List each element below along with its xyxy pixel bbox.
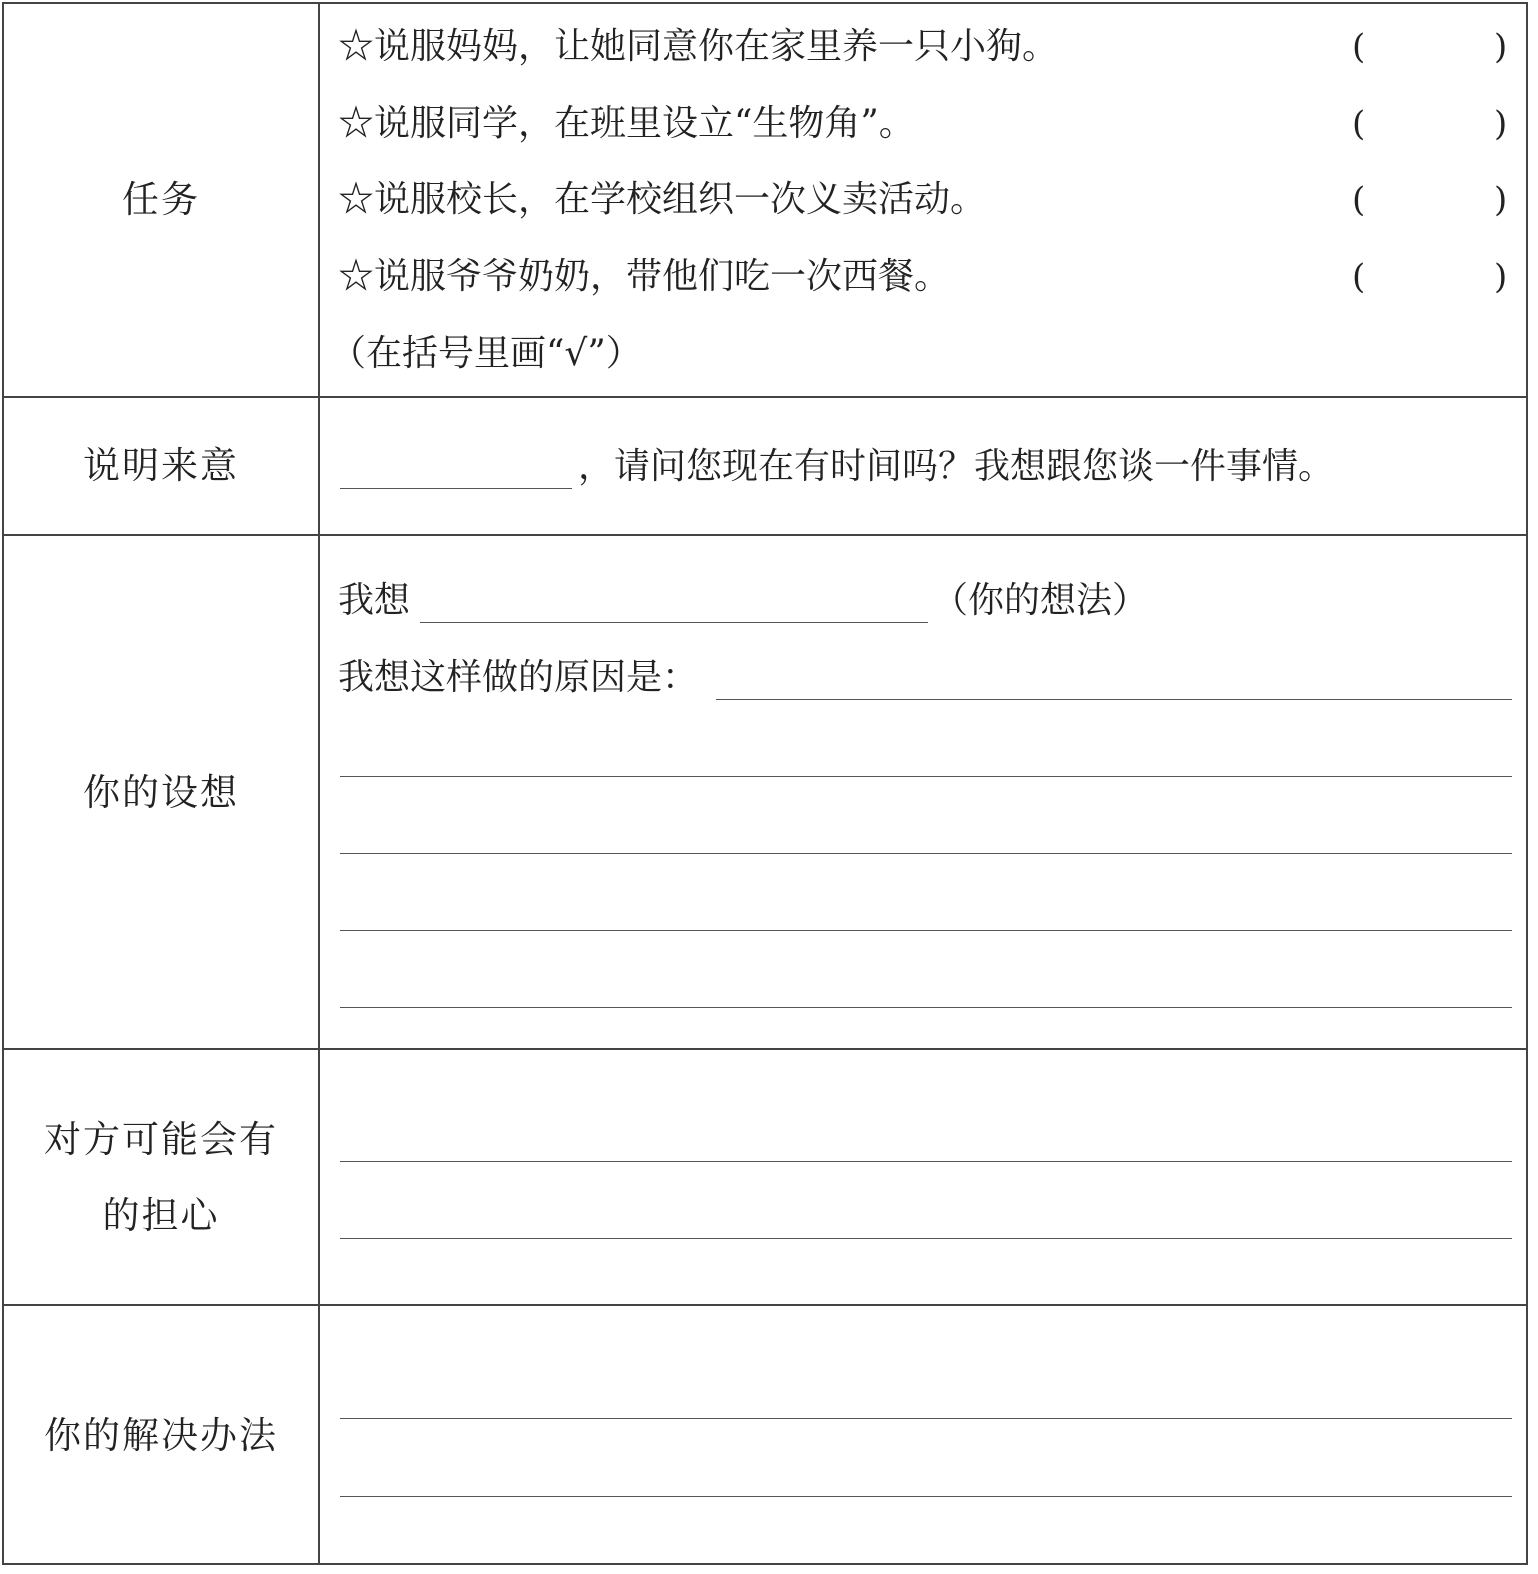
row-divider: [2, 1048, 1528, 1050]
task-option-2: ☆说服同学，在班里设立“生物角”。: [338, 103, 915, 144]
idea-prefix: 我想: [338, 580, 411, 621]
column-divider: [318, 2, 320, 1565]
task-option-4-open-paren: (: [1352, 257, 1366, 297]
writing-line[interactable]: [340, 930, 1512, 931]
idea-suffix: （你的想法）: [932, 580, 1149, 621]
writing-line[interactable]: [340, 1418, 1512, 1419]
purpose-sentence: ，请问您现在有时间吗？我想跟您谈一件事情。: [578, 446, 1335, 487]
row-divider: [2, 396, 1528, 398]
writing-line[interactable]: [340, 1161, 1512, 1162]
row-divider: [2, 534, 1528, 536]
concern-label-line2: 的担心: [102, 1194, 220, 1237]
task-option-4-close-paren: ): [1494, 257, 1508, 297]
reason-prompt: 我想这样做的原因是：: [338, 657, 699, 698]
task-option-2-close-paren: ): [1494, 104, 1508, 144]
row-divider: [2, 1304, 1528, 1306]
writing-line[interactable]: [340, 1007, 1512, 1008]
idea-blank-line[interactable]: [420, 622, 928, 623]
task-option-1-open-paren: (: [1352, 27, 1366, 67]
writing-line[interactable]: [340, 1238, 1512, 1239]
task-option-3-open-paren: (: [1352, 180, 1366, 220]
solution-label: 你的解决办法: [44, 1414, 278, 1457]
writing-line[interactable]: [340, 1496, 1512, 1497]
concern-label-line1: 对方可能会有: [44, 1118, 278, 1161]
purpose-blank-line[interactable]: [340, 488, 572, 489]
task-option-3: ☆说服校长，在学校组织一次义卖活动。: [338, 179, 987, 220]
task-option-1: ☆说服妈妈，让她同意你在家里养一只小狗。: [338, 26, 1059, 67]
task-option-3-close-paren: ): [1494, 180, 1508, 220]
task-option-4: ☆说服爷爷奶奶，带他们吃一次西餐。: [338, 256, 951, 297]
reason-blank-line[interactable]: [716, 699, 1512, 700]
writing-line[interactable]: [340, 776, 1512, 777]
task-instruction: （在括号里画“√”）: [330, 333, 642, 374]
idea-label: 你的设想: [83, 771, 239, 814]
task-option-1-close-paren: ): [1494, 27, 1508, 67]
writing-line[interactable]: [340, 853, 1512, 854]
purpose-label: 说明来意: [83, 444, 239, 487]
task-option-2-open-paren: (: [1352, 104, 1366, 144]
task-label: 任务: [122, 178, 200, 221]
